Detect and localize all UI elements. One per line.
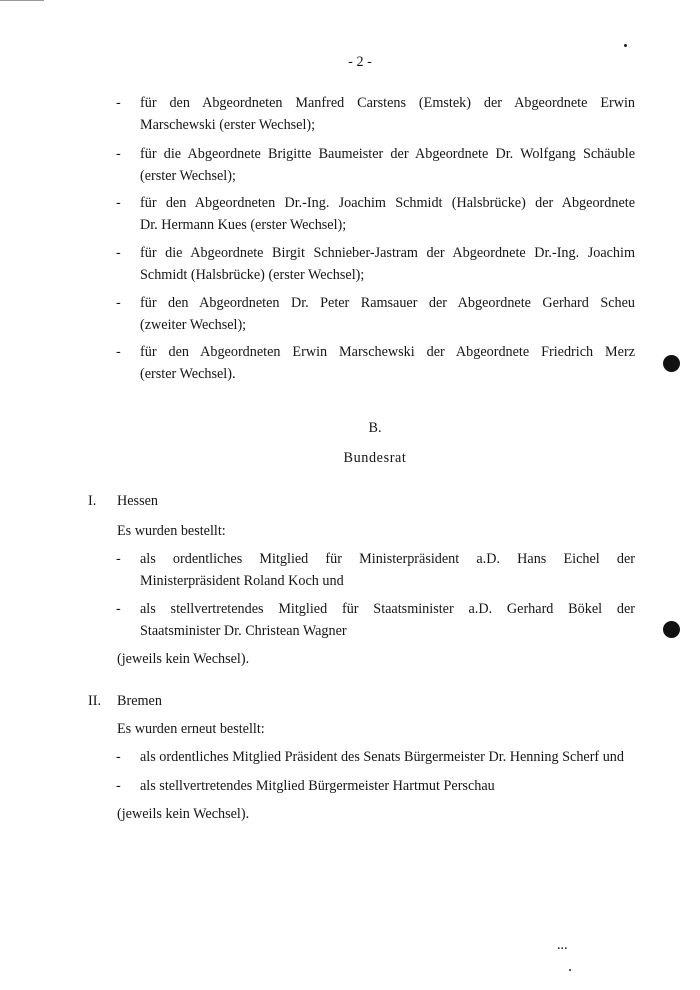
list-item-line: Staatsminister Dr. Christean Wagner xyxy=(140,623,347,639)
bullet-dash: - xyxy=(116,245,121,261)
subsection-intro: Es wurden bestellt: xyxy=(117,523,226,539)
list-item-line: Dr. Hermann Kues (erster Wechsel); xyxy=(140,217,347,233)
punch-hole-top xyxy=(663,355,680,372)
list-item-line: (erster Wechsel); xyxy=(140,168,236,184)
bullet-dash: - xyxy=(116,146,121,162)
subsection-closing: (jeweils kein Wechsel). xyxy=(117,806,250,822)
bullet-dash: - xyxy=(116,601,121,617)
section-title: Bundesrat xyxy=(343,450,407,466)
scan-speck xyxy=(624,44,627,47)
bullet-dash: - xyxy=(116,778,121,794)
list-item-line: als stellvertretendes Mitglied für Staatsminister a.D. Gerhard Bökel der xyxy=(140,601,635,617)
list-item-line: (erster Wechsel). xyxy=(140,366,236,382)
bullet-dash: - xyxy=(116,749,121,765)
subsection-heading: Bremen xyxy=(117,693,162,709)
list-item-line: als ordentliches Mitglied Präsident des Senats Bürgermeister Dr. Henning Scherf und xyxy=(140,749,624,765)
list-item-line: Schmidt (Halsbrücke) (erster Wechsel); xyxy=(140,267,365,283)
continuation-mark: ... xyxy=(557,937,568,953)
page-number: - 2 - xyxy=(348,54,372,70)
bullet-dash: - xyxy=(116,95,121,111)
subsection-numeral: I. xyxy=(88,493,97,509)
list-item-line: für den Abgeordneten Erwin Marschewski der Abgeordnete Friedrich Merz xyxy=(140,344,635,360)
list-item-line: für die Abgeordnete Birgit Schnieber-Jastram der Abgeordnete Dr.-Ing. Joachim xyxy=(140,245,635,261)
list-item-line: als ordentliches Mitglied für Ministerpräsident a.D. Hans Eichel der xyxy=(140,551,635,567)
list-item-line: für den Abgeordneten Dr. Peter Ramsauer der Abgeordnete Gerhard Scheu xyxy=(140,295,635,311)
subsection-intro: Es wurden erneut bestellt: xyxy=(117,721,265,737)
list-item-line: (zweiter Wechsel); xyxy=(140,317,247,333)
list-item-line: Ministerpräsident Roland Koch und xyxy=(140,573,344,589)
bullet-dash: - xyxy=(116,344,121,360)
bullet-dash: - xyxy=(116,295,121,311)
list-item-line: als stellvertretendes Mitglied Bürgermeister Hartmut Perschau xyxy=(140,778,495,794)
list-item-line: für den Abgeordneten Manfred Carstens (Emstek) der Abgeordnete Erwin xyxy=(140,95,635,111)
scan-speck xyxy=(569,969,571,971)
list-item-line: für den Abgeordneten Dr.-Ing. Joachim Schmidt (Halsbrücke) der Abgeordnete xyxy=(140,195,635,211)
section-letter: B. xyxy=(368,420,382,436)
bullet-dash: - xyxy=(116,551,121,567)
list-item-line: für die Abgeordnete Brigitte Baumeister der Abgeordnete Dr. Wolfgang Schäuble xyxy=(140,146,635,162)
top-edge-rule xyxy=(0,0,44,1)
subsection-heading: Hessen xyxy=(117,493,158,509)
subsection-numeral: II. xyxy=(88,693,101,709)
punch-hole-bottom xyxy=(663,621,680,638)
bullet-dash: - xyxy=(116,195,121,211)
list-item-line: Marschewski (erster Wechsel); xyxy=(140,117,316,133)
subsection-closing: (jeweils kein Wechsel). xyxy=(117,651,250,667)
